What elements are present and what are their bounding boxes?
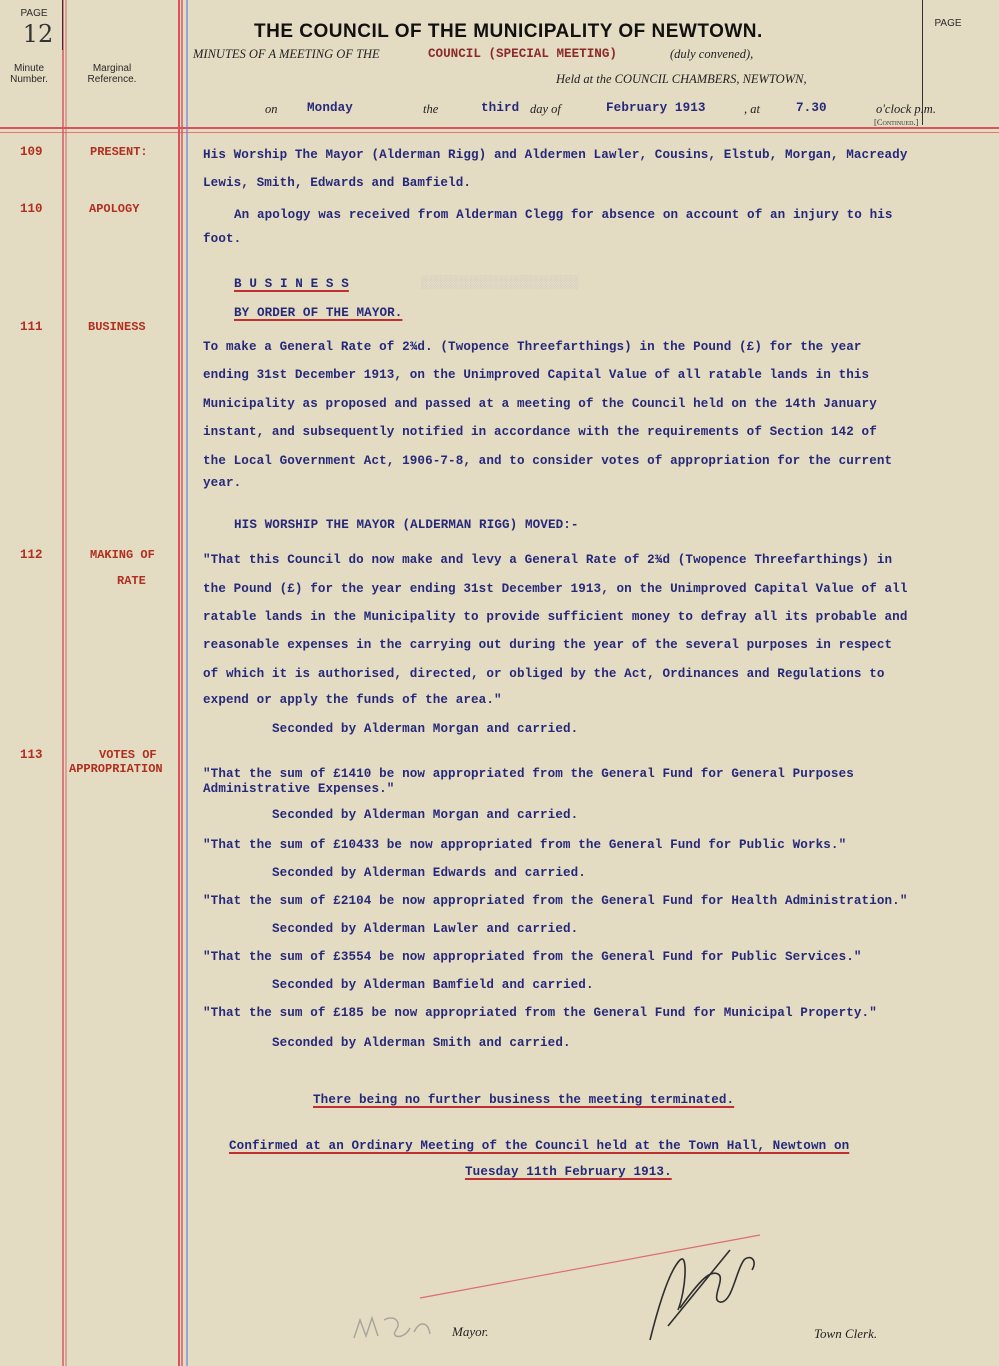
entry-112-seconded: Seconded by Alderman Morgan and carried. [272, 722, 579, 736]
bleed-through-decoration: ░░░░░░░░░░░░░░░░░░░░░ [420, 276, 579, 290]
minute-number-113: 113 [20, 748, 43, 762]
vote-2-seconded: Seconded by Alderman Edwards and carried. [272, 866, 586, 880]
by-order-of-mayor: BY ORDER OF THE MAYOR. [234, 306, 403, 320]
vote-4-seconded: Seconded by Alderman Bamfield and carried. [272, 978, 594, 992]
page-number: 12 [22, 20, 54, 48]
meeting-time: 7.30 [796, 101, 827, 115]
meeting-terminated: There being no further business the meeting terminated. [313, 1093, 735, 1107]
day-ordinal: third [481, 101, 520, 115]
vote-4-line1: "That the sum of £3554 be now appropriated from the General Fund for Public Services." [203, 950, 862, 964]
marginal-ref-present: PRESENT: [90, 145, 148, 159]
confirmed-line1: Confirmed at an Ordinary Meeting of the Council held at the Town Hall, Newtown on [229, 1139, 850, 1153]
entry-112-line: of which it is authorised, directed, or obliged by the Act, Ordinances and Regulations to [203, 667, 885, 681]
at-label: , at [744, 102, 760, 116]
month-year: February 1913 [606, 101, 706, 115]
town-clerk-label: Town Clerk. [814, 1326, 878, 1341]
page-label-right: PAGE [934, 18, 962, 29]
marginal-ref-rate: RATE [117, 574, 146, 588]
entry-111-line: Municipality as proposed and passed at a meeting of the Council held on the 14th January [203, 397, 877, 411]
entry-112-line: ratable lands in the Municipality to provide sufficient money to defray all its probable and [203, 610, 908, 624]
oclock-label: o'clock p.m. [876, 102, 936, 116]
vote-5-line1: "That the sum of £185 be now appropriated from the General Fund for Municipal Property." [203, 1006, 877, 1020]
vote-1-line1: "That the sum of £1410 be now appropriated from the General Fund for General Purposes [203, 767, 854, 781]
entry-111-line: instant, and subsequently notified in accordance with the requirements of Section 142 of [203, 425, 877, 439]
vote-1-line2: Administrative Expenses." [203, 782, 395, 796]
entry-111-line: the Local Government Act, 1906-7-8, and to consider votes of appropriation for the current [203, 454, 893, 468]
minute-number-111: 111 [20, 320, 43, 334]
col-marginal-reference: Marginal Reference. [87, 63, 137, 85]
page-label-left: PAGE [20, 8, 48, 19]
entry-110-line1: An apology was received from Alderman Clegg for absence on account of an injury to his [234, 208, 893, 222]
marginal-ref-business: BUSINESS [88, 320, 146, 334]
town-clerk-signature [640, 1230, 770, 1350]
marginal-ref-apology: APOLOGY [89, 202, 140, 216]
entry-112-line: reasonable expenses in the carrying out during the year of the several purposes in respect [203, 638, 893, 652]
entry-111-line: ending 31st December 1913, on the Unimproved Capital Value of all ratable lands in this [203, 368, 870, 382]
confirmed-line2: Tuesday 11th February 1913. [465, 1165, 672, 1179]
marginal-ref-making-of: MAKING OF [90, 548, 155, 562]
mayor-label: Mayor. [452, 1324, 489, 1339]
mayor-signature [350, 1310, 440, 1350]
entry-112-line: "That this Council do now make and levy a General Rate of 2¾d (Twopence Threefarthings) in [203, 553, 893, 567]
duly-convened: (duly convened), [670, 47, 754, 61]
vote-3-line1: "That the sum of £2104 be now appropriated from the General Fund for Health Administration." [203, 894, 908, 908]
col-minute-number: Minute Number. [10, 63, 48, 85]
the-label: the [423, 102, 439, 116]
held-at: Held at the COUNCIL CHAMBERS, NEWTOWN, [556, 72, 807, 86]
vote-3-seconded: Seconded by Alderman Lawler and carried. [272, 922, 579, 936]
minute-number-112: 112 [20, 548, 43, 562]
entry-111-line: To make a General Rate of 2¾d. (Twopence Threefarthings) in the Pound (£) for the year [203, 340, 862, 354]
on-label: on [265, 102, 278, 116]
entry-112-line: the Pound (£) for the year ending 31st December 1913, on the Unimproved Capital Value of all [203, 582, 908, 596]
marginal-ref-votes-of: VOTES OF [99, 748, 157, 762]
continued-label: [Continued.] [874, 117, 919, 127]
minute-number-109: 109 [20, 145, 43, 159]
day-name: Monday [307, 101, 353, 115]
entry-112-line: expend or apply the funds of the area." [203, 693, 502, 707]
vote-1-seconded: Seconded by Alderman Morgan and carried. [272, 808, 579, 822]
vote-2-line1: "That the sum of £10433 be now appropriated from the General Fund for Public Works." [203, 838, 847, 852]
minute-number-110: 110 [20, 202, 43, 216]
present-text: His Worship The Mayor (Alderman Rigg) and Aldermen Lawler, Cousins, Elstub, Morgan, Macready [203, 148, 908, 162]
mayor-moved: HIS WORSHIP THE MAYOR (ALDERMAN RIGG) MOVED:- [234, 518, 579, 532]
vote-5-seconded: Seconded by Alderman Smith and carried. [272, 1036, 571, 1050]
day-of-label: day of [530, 102, 561, 116]
marginal-ref-appropriation: APPROPRIATION [69, 762, 163, 776]
business-heading: B U S I N E S S [234, 277, 349, 291]
meeting-type: COUNCIL (SPECIAL MEETING) [428, 47, 617, 61]
minutes-prefix: MINUTES OF A MEETING OF THE [193, 47, 380, 61]
entry-111-line: year. [203, 476, 242, 490]
entry-109-line2: Lewis, Smith, Edwards and Bamfield. [203, 176, 472, 190]
entry-110-line2: foot. [203, 232, 242, 246]
page-title: THE COUNCIL OF THE MUNICIPALITY OF NEWTOWN. [254, 21, 763, 42]
